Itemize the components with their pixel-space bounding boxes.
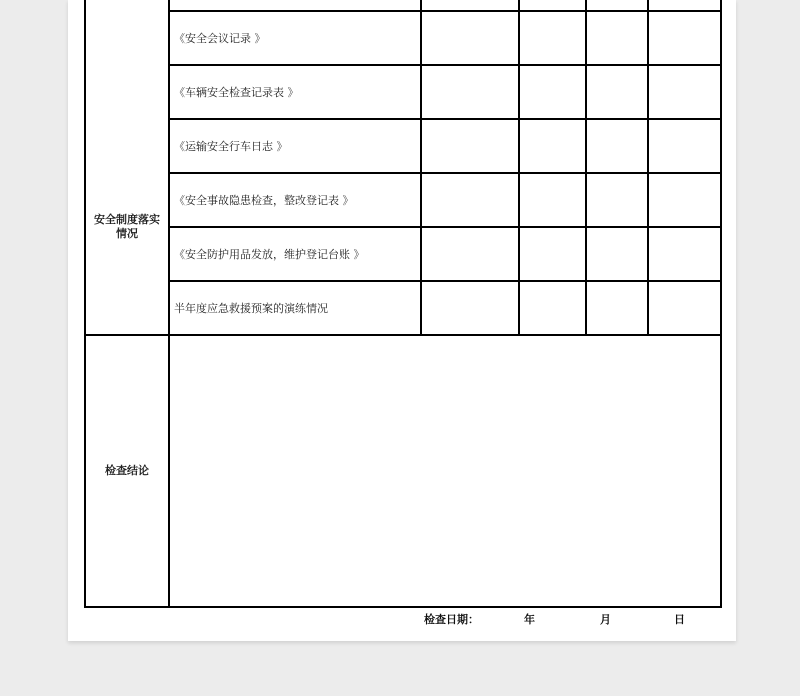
table-cell[interactable] [421, 119, 519, 173]
item-cell: 《安全会议记录 》 [169, 11, 421, 65]
table-cell[interactable] [421, 227, 519, 281]
date-label: 检查日期： [424, 613, 479, 626]
table-cell[interactable] [519, 227, 586, 281]
table-cell[interactable] [586, 65, 648, 119]
section-label-text: 安全制度落实情况 [94, 212, 160, 240]
table-cell[interactable] [648, 173, 721, 227]
table-cell[interactable] [519, 173, 586, 227]
item-cell: 《车辆安全检查记录表 》 [169, 65, 421, 119]
table-row [85, 65, 721, 119]
table-row [85, 335, 721, 607]
section-label-text: 检查结论 [105, 464, 149, 477]
table-cell[interactable] [648, 0, 721, 11]
table-cell[interactable] [421, 281, 519, 335]
table-row [85, 281, 721, 335]
conclusion-field[interactable] [169, 335, 721, 607]
section-label-conclusion [85, 335, 169, 607]
signature-footer [68, 611, 736, 627]
table-cell[interactable] [421, 0, 519, 11]
table-cell[interactable] [586, 119, 648, 173]
table-cell[interactable] [519, 281, 586, 335]
table-cell[interactable] [586, 281, 648, 335]
table-cell[interactable] [586, 0, 648, 11]
table-cell[interactable] [648, 227, 721, 281]
table-cell[interactable] [421, 65, 519, 119]
table-cell[interactable] [421, 173, 519, 227]
table-cell[interactable] [519, 65, 586, 119]
item-cell: 半年度应急救援预案的演练情况 [169, 281, 421, 335]
table-cell[interactable] [648, 281, 721, 335]
table-cell[interactable] [421, 11, 519, 65]
table-cell[interactable] [586, 173, 648, 227]
table-row [85, 11, 721, 65]
table-cell[interactable] [519, 0, 586, 11]
day-label: 日 [674, 613, 685, 626]
table-cell[interactable] [519, 119, 586, 173]
item-cell: 《运输安全行车日志 》 [169, 119, 421, 173]
table-cell[interactable] [586, 11, 648, 65]
table-row [85, 0, 721, 11]
document-page [68, 0, 736, 641]
item-cell: 《安全防护用品发放，维护登记台账 》 [169, 227, 421, 281]
table-cell[interactable] [586, 227, 648, 281]
table-cell[interactable] [648, 11, 721, 65]
section-label-implementation [85, 0, 169, 335]
table-row [85, 119, 721, 173]
table-cell[interactable] [519, 11, 586, 65]
month-label: 月 [600, 613, 611, 626]
year-label: 年 [524, 613, 535, 626]
table-cell[interactable] [648, 119, 721, 173]
table-row [85, 173, 721, 227]
inspection-form-table [84, 0, 722, 608]
item-cell [169, 0, 421, 11]
item-cell: 《安全事故隐患检查，整改登记表 》 [169, 173, 421, 227]
table-row [85, 227, 721, 281]
table-cell[interactable] [648, 65, 721, 119]
